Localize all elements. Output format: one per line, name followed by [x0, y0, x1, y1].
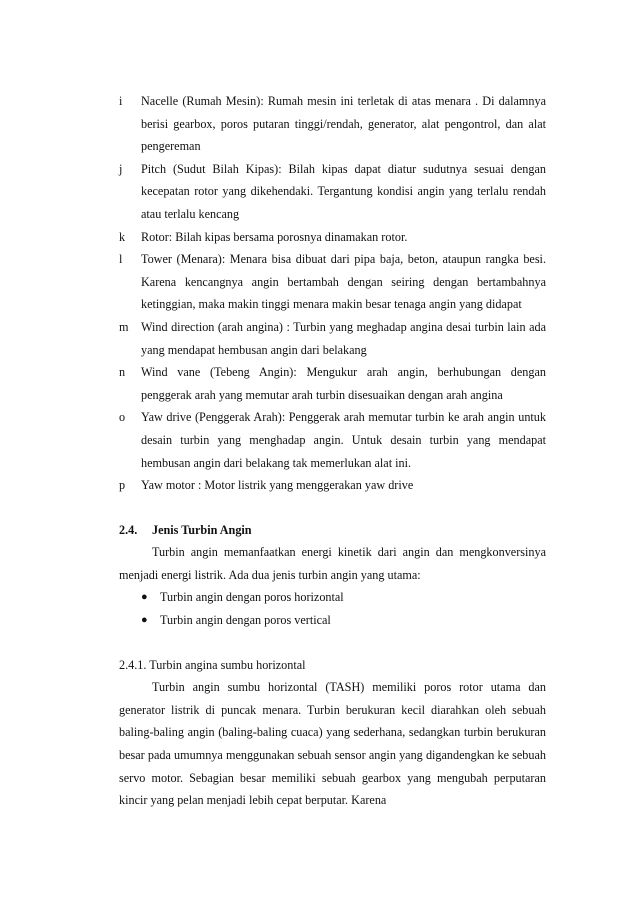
list-letter: j — [119, 161, 123, 176]
bullet-text: Turbin angin dengan poros horizontal — [160, 590, 344, 605]
section-paragraph: Turbin angin memanfaatkan energi kinetik dari angin dan mengkonversinya menjadi energi listrik. Ada dua jenis turbin angin yang utama: — [119, 545, 546, 582]
bullet-text: Turbin angin dengan poros vertical — [160, 613, 331, 628]
list-item — [119, 361, 546, 406]
list-letter: o — [119, 410, 126, 425]
list-text: Pitch (Sudut Bilah Kipas): Bilah kipas dapat diatur sudutnya sesuai dengan kecepatan rotor yang dikehendaki. Tergantung kondisi angin yang terlalu rendah atau terlalu kencang — [141, 161, 546, 221]
list-text: Yaw drive (Penggerak Arah): Penggerak arah memutar turbin ke arah angin untuk desain turbin yang menghadap angin. Untuk desain turbin yang mendapat hembusan angin dari belakang tak memerlukan alat ini. — [141, 410, 546, 470]
bullet-list — [119, 586, 546, 631]
list-letter: p — [119, 478, 126, 493]
list-item — [119, 474, 546, 497]
list-letter: k — [119, 229, 126, 244]
list-text: Rotor: Bilah kipas bersama porosnya dinamakan rotor. — [141, 229, 408, 244]
list-letter: l — [119, 252, 123, 267]
list-item — [119, 406, 546, 474]
list-text: Wind direction (arah angina) : Turbin yang meghadap angina desai turbin lain ada yang mendapat hembusan angin dari belakang — [141, 319, 546, 357]
section-title: Jenis Turbin Angin — [152, 522, 252, 537]
list-item — [119, 316, 546, 361]
list-item — [119, 248, 546, 316]
list-text: Tower (Menara): Menara bisa dibuat dari pipa baja, beton, ataupun rangka besi. Karena kencangnya angin bertambah dengan seiring dengan bertambahnya ketinggian, maka makin tinggi menara makin besar tenaga angin yang didapat — [141, 252, 546, 312]
bullet-item — [141, 609, 546, 632]
bullet-item — [141, 586, 546, 609]
subsection-heading: 2.4.1. Turbin angina sumbu horizontal — [119, 657, 306, 672]
list-text: Wind vane (Tebeng Angin): Mengukur arah angin, berhubungan dengan penggerak arah yang memutar arah turbin disesuaikan dengan arah angina — [141, 365, 546, 402]
list-text: Yaw motor : Motor listrik yang menggerakan yaw drive — [141, 478, 414, 493]
bullet-icon: ● — [141, 614, 148, 627]
list-item — [119, 90, 546, 158]
bullet-icon: ● — [141, 591, 148, 604]
section-heading — [119, 519, 546, 542]
list-letter: m — [119, 319, 129, 334]
list-letter: n — [119, 365, 126, 380]
section-number: 2.4. — [119, 522, 138, 537]
list-item — [119, 158, 546, 226]
list-item — [119, 226, 546, 249]
list-letter: i — [119, 94, 123, 108]
subsection-paragraph: Turbin angin sumbu horizontal (TASH) memiliki poros rotor utama dan generator listrik di puncak menara. Turbin berukuran kecil diarahkan oleh sebuah baling-baling angin (baling-baling cuaca) yang sederhana, sedangkan turbin berukuran besar pada umumnya menggunakan sebuah sensor angin yang digandengkan ke sebuah servo motor. Sebagian besar memiliki sebuah gearbox yang mengubah perputaran kincir yang pelan menjadi lebih cepat berputar. Karena — [119, 680, 546, 808]
list-text: Nacelle (Rumah Mesin): Rumah mesin ini terletak di atas menara . Di dalamnya berisi gearbox, poros putaran tinggi/rendah, generator, alat pengontrol, dan alat pengereman — [141, 94, 546, 154]
document-page — [119, 90, 546, 812]
